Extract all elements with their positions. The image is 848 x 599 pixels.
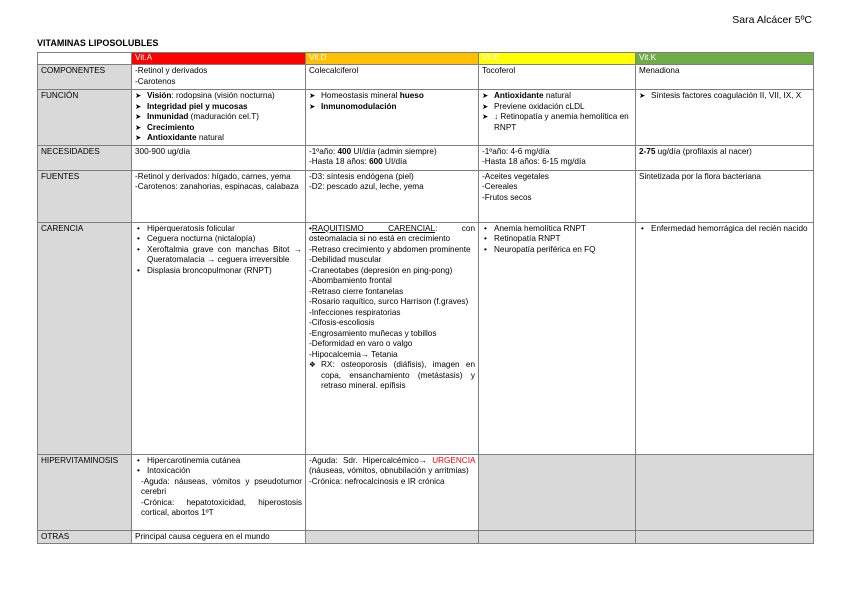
cell-a bbox=[132, 222, 306, 454]
cell-d bbox=[306, 145, 479, 170]
list-item: • Intoxicación bbox=[135, 466, 302, 477]
cell-k bbox=[636, 454, 814, 530]
cell-k bbox=[636, 530, 814, 544]
cell-e bbox=[479, 222, 636, 454]
text-line: -Aguda: náuseas, vómitos y pseudotumor cerebri bbox=[141, 476, 302, 496]
list-item: ➤ Inmunidad (maduración cel.T) bbox=[135, 112, 302, 123]
cell-d: Colecalciferol bbox=[306, 65, 479, 90]
text-line: -Debilidad muscular bbox=[309, 255, 382, 264]
header-vit-d: Vit.D bbox=[306, 53, 479, 65]
text-line: -1ºaño: 400 UI/día (admin siempre) bbox=[309, 146, 437, 156]
cell-a bbox=[132, 90, 306, 146]
cell-a: Principal causa ceguera en el mundo bbox=[132, 530, 306, 544]
text-line: -D2: pescado azul, leche, yema bbox=[309, 182, 424, 191]
cell-e bbox=[479, 454, 636, 530]
row-hipervitaminosis bbox=[38, 454, 814, 530]
cell-d bbox=[306, 90, 479, 146]
list-item: ➤ Antioxidante natural bbox=[482, 91, 632, 102]
row-funcion bbox=[38, 90, 814, 146]
text-line: -1ºaño: 4-6 mg/día bbox=[482, 146, 550, 156]
vitamins-table bbox=[37, 52, 814, 544]
text-line: -Retraso cierre fontanelas bbox=[309, 286, 404, 296]
text-line: -Cifosis-escoliosis bbox=[309, 318, 375, 327]
text-line: -Carotenos bbox=[135, 76, 176, 86]
header-empty-cell bbox=[38, 53, 132, 65]
cell-e bbox=[479, 530, 636, 544]
list-item: ➤ Visión: rodopsina (visión nocturna) bbox=[135, 91, 302, 102]
list-item: ➤ Previene oxidación cLDL bbox=[482, 102, 632, 113]
list-item: • Retinopatía RNPT bbox=[482, 234, 632, 245]
cell-k: Sintetizada por la flora bacteriana bbox=[636, 170, 814, 222]
cell-d bbox=[306, 170, 479, 222]
cell-d bbox=[306, 454, 479, 530]
header-vit-k: Vit.K bbox=[636, 53, 814, 65]
list-item: • Enfermedad hemorrágica del recién nacido bbox=[639, 224, 810, 235]
text-line: -Retinol y derivados bbox=[135, 66, 208, 75]
row-label: FUENTES bbox=[38, 170, 132, 222]
cell-d bbox=[306, 530, 479, 544]
list-item: ➤ Homeostasis mineral hueso bbox=[309, 91, 475, 102]
list-item: • Ceguera nocturna (nictalopía) bbox=[135, 234, 302, 245]
list-item: • Neuropatía periférica en FQ bbox=[482, 245, 632, 256]
row-necesidades bbox=[38, 145, 814, 170]
cell-a: 300-900 ug/día bbox=[132, 145, 306, 170]
cell-a bbox=[132, 454, 306, 530]
text-line: -Carotenos: zanahorias, espinacas, calabaza bbox=[135, 182, 299, 191]
cell-a bbox=[132, 170, 306, 222]
document-title: VITAMINAS LIPOSOLUBLES bbox=[37, 38, 159, 48]
cell-k bbox=[636, 90, 814, 146]
list-item: ➤ ↓ Retinopatía y anemia hemolítica en RNPT bbox=[482, 112, 632, 133]
header-vit-e: Vit.E bbox=[479, 53, 636, 65]
text-line: -Aceites vegetales bbox=[482, 171, 549, 181]
list-item: • Hipercarotinemia cutánea bbox=[135, 456, 302, 467]
cell-e bbox=[479, 145, 636, 170]
row-otras bbox=[38, 530, 814, 544]
cell-e bbox=[479, 170, 636, 222]
text-line: -Aguda: Sdr. Hipercalcémico→ URGENCIA (náuseas, vómitos, obnubilación y arritmias) bbox=[309, 455, 475, 475]
cell-a bbox=[132, 65, 306, 90]
row-carencia bbox=[38, 222, 814, 454]
text-line: -Craneotabes (depresión en ping-pong) bbox=[309, 265, 453, 275]
list-item: ➤ Antioxidante natural bbox=[135, 133, 302, 144]
cell-k: 2-75 ug/día (profilaxis al nacer) bbox=[636, 145, 814, 170]
text-line: -Hipocalcemia→ Tetania bbox=[309, 349, 398, 359]
header-vit-a: Vit.A bbox=[132, 53, 306, 65]
urgency-label: URGENCIA bbox=[432, 455, 475, 465]
row-label: CARENCIA bbox=[38, 222, 132, 454]
text-line: -Retinol y derivados: hígado, carnes, yema bbox=[135, 171, 291, 181]
row-label: COMPONENTES bbox=[38, 65, 132, 90]
text-line: -Crónica: nefrocalcinosis e IR crónica bbox=[309, 476, 445, 486]
header-row bbox=[38, 53, 814, 65]
text-line: -Cereales bbox=[482, 182, 518, 191]
author-name: Sara Alcácer 5ºC bbox=[732, 14, 812, 26]
list-item: ➤ Síntesis factores coagulación II, VII, IX, X bbox=[639, 91, 810, 102]
list-item: ❖ RX: osteoporosis (diáfisis), imagen en copa, ensanchamiento (metástasis) y retraso mineral. epífisis bbox=[309, 360, 475, 392]
text-line: -Crónica: hepatotoxicidad, hiperostosis cortical, abortos 1ºT bbox=[141, 497, 302, 517]
list-item: • Anemia hemolítica RNPT bbox=[482, 224, 632, 235]
cell-k: Menadiona bbox=[636, 65, 814, 90]
text-line: -D3: síntesis endógena (piel) bbox=[309, 171, 414, 181]
row-label: HIPERVITAMINOSIS bbox=[38, 454, 132, 530]
cell-k bbox=[636, 222, 814, 454]
text-line: -Abombamiento frontal bbox=[309, 276, 392, 285]
row-label: OTRAS bbox=[38, 530, 132, 544]
text-line: •RAQUITISMO CARENCIAL: con osteomalacia si no está en crecimiento bbox=[309, 223, 475, 243]
text-line: -Rosario raquítico, surco Harrison (f.graves) bbox=[309, 297, 469, 306]
row-label: NECESIDADES bbox=[38, 145, 132, 170]
text-line: -Retraso crecimiento y abdomen prominente bbox=[309, 244, 471, 254]
list-item: ➤ Integridad piel y mucosas bbox=[135, 102, 302, 113]
list-item: • Xeroftalmia grave con manchas Bitot → Queratomalacia → ceguera irreversible bbox=[135, 245, 302, 266]
cell-e bbox=[479, 90, 636, 146]
cell-e: Tocoferol bbox=[479, 65, 636, 90]
text-line: -Hasta 18 años: 600 UI/día bbox=[309, 157, 407, 166]
cell-d bbox=[306, 222, 479, 454]
row-fuentes bbox=[38, 170, 814, 222]
list-item: ➤ Crecimiento bbox=[135, 123, 302, 134]
list-item: • Displasia broncopulmonar (RNPT) bbox=[135, 266, 302, 277]
text-line: -Infecciones respiratorias bbox=[309, 307, 401, 317]
list-item: • Hiperqueratosis folicular bbox=[135, 224, 302, 235]
row-componentes bbox=[38, 65, 814, 90]
text-line: -Deformidad en varo o valgo bbox=[309, 339, 413, 348]
text-line: -Engrosamiento muñecas y tobillos bbox=[309, 328, 437, 338]
row-label: FUNCIÓN bbox=[38, 90, 132, 146]
text-line: -Hasta 18 años: 6-15 mg/día bbox=[482, 157, 586, 166]
text-line: -Frutos secos bbox=[482, 192, 532, 202]
list-item: ➤ Inmunomodulación bbox=[309, 102, 475, 113]
